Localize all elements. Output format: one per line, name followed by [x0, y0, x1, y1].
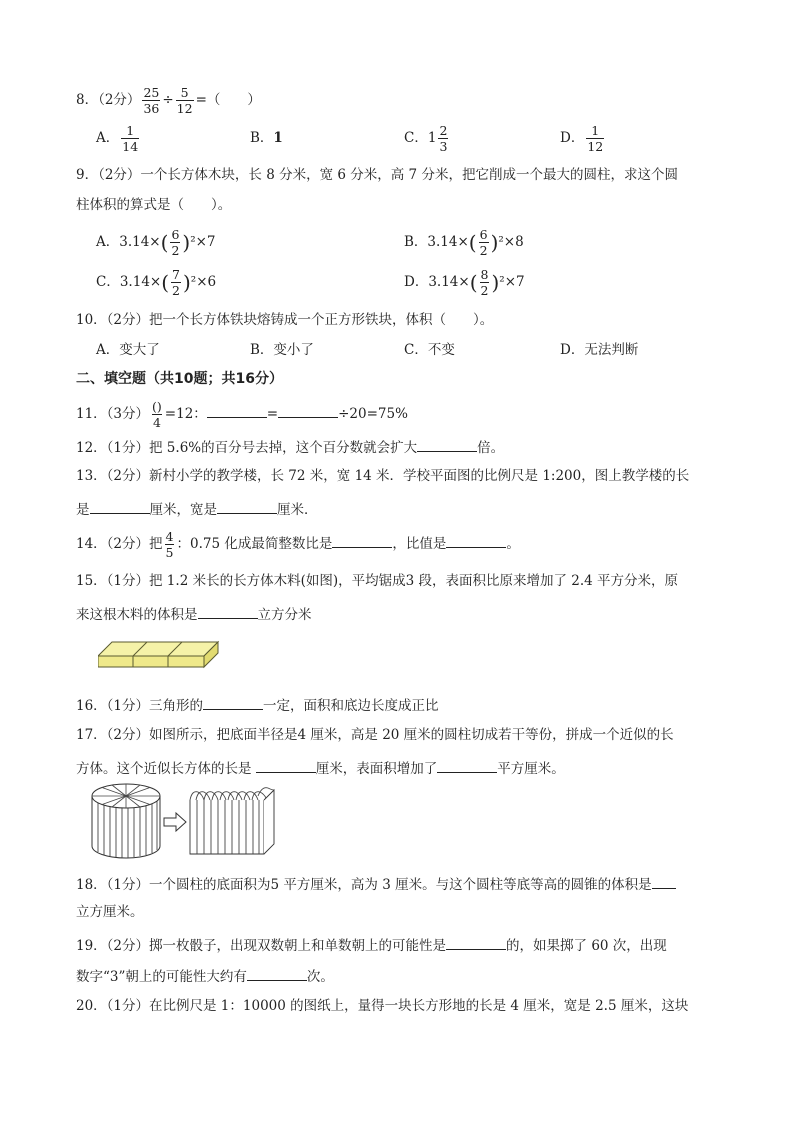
q13-blank-2[interactable]	[217, 501, 277, 514]
q8-operator: ÷	[162, 92, 174, 109]
q9-option-b: B．3.14×( $\frac{6}{2}$ )²×8	[404, 227, 524, 259]
q8-option-c: C．1 $\frac{2}{3}$	[404, 123, 448, 155]
q11-fraction: $\frac{()}{4}$	[152, 399, 162, 431]
q9-option-a: A．3.14×( $\frac{6}{2}$ )²×7	[96, 227, 216, 259]
q10-line: 10．（2分）把一个长方体铁块熔铸成一个正方形铁块，体积（ ）。	[76, 312, 494, 328]
q20-line-1: 20．（1分）在比例尺是 1：10000 的图纸上，量得一块长方形地的长是 4 厘米，宽是 2.5 厘米，这块	[76, 998, 689, 1014]
right-arrow-icon	[164, 813, 186, 831]
q11-blank-1[interactable]	[207, 405, 267, 418]
q11-line: 11．（3分） $\frac{()}{4}$ =12： = ÷20=75%	[76, 399, 408, 431]
q10-option-b: B．变小了	[250, 342, 314, 358]
q8-option-a: A． $\frac{1}{14}$	[96, 123, 139, 155]
q9-line-1: 9．（2分）一个长方体木块，长 8 分米，宽 6 分米，高 7 分米，把它削成一个最大的圆柱，求这个圆	[76, 167, 678, 183]
q10-option-c: C．不变	[404, 342, 455, 358]
q9-option-c: C．3.14×( $\frac{7}{2}$ )²×6	[96, 267, 217, 299]
q9-line-2: 柱体积的算式是（ ）。	[76, 197, 232, 213]
section-title-fill-in: 二、填空题（共10题；共16分）	[76, 371, 283, 387]
q14-blank-2[interactable]	[446, 535, 506, 548]
q18-blank[interactable]	[652, 876, 676, 889]
q15-line-2: 来这根木料的体积是 立方分米	[76, 607, 312, 623]
q18-line-2: 立方厘米。	[76, 904, 144, 920]
q12-line: 12．（1分）把 5.6%的百分号去掉，这个百分数就会扩大 倍。	[76, 440, 505, 456]
q19-blank-2[interactable]	[247, 968, 307, 981]
q17-line-2: 方体。这个近似长方体的长是 厘米，表面积增加了 平方厘米。	[76, 761, 565, 777]
q14-line: 14．（2分）把 $\frac{4}{5}$ ：0.75 化成最简整数比是 ，比值是 。	[76, 529, 520, 561]
q17-line-1: 17．（2分）如图所示，把底面半径是4 厘米，高是 20 厘米的圆柱切成若干等份，拼成一个近似的长	[76, 727, 674, 743]
q11-blank-2[interactable]	[278, 405, 338, 418]
q12-blank[interactable]	[417, 439, 477, 452]
q19-line-1: 19．（2分）掷一枚骰子，出现双数朝上和单数朝上的可能性是 的，如果掷了 60 次，出现	[76, 938, 667, 954]
q18-line-1: 18．（1分）一个圆柱的底面积为5 平方厘米，高为 3 厘米。与这个圆柱等底等高的圆锥的体积是	[76, 876, 676, 893]
q10-option-a: A．变大了	[96, 342, 160, 358]
q16-line: 16．（1分）三角形的 一定，面积和底边长度成正比	[76, 698, 439, 714]
q17-blank-2[interactable]	[437, 760, 497, 773]
q8-option-d: D． $\frac{1}{12}$	[560, 123, 604, 155]
q8-fraction-1: $\frac{25}{36}$	[143, 85, 160, 117]
q14-blank-1[interactable]	[332, 535, 392, 548]
q15-line-1: 15．（1分）把 1.2 米长的长方体木料(如图)，平均锯成3 段，表面积比原来增加了 2.4 平方分米，原	[76, 573, 679, 589]
q8-tail: =（ ）	[195, 92, 261, 109]
wood-board-figure	[98, 640, 222, 670]
q13-blank-1[interactable]	[90, 501, 150, 514]
q14-fraction: $\frac{4}{5}$	[165, 529, 174, 561]
q8-line	[76, 86, 261, 115]
q10-option-d: D．无法判断	[560, 342, 639, 358]
q9-option-d: D．3.14×( $\frac{8}{2}$ )²×7	[404, 267, 525, 299]
q8-fraction-2: $\frac{5}{12}$	[176, 85, 193, 117]
q19-line-2: 数字“3”朝上的可能性大约有 次。	[76, 969, 334, 985]
q13-line-1: 13．（2分）新村小学的教学楼，长 72 米，宽 14 米．学校平面图的比例尺是 1:200，图上教学楼的长	[76, 468, 690, 484]
q15-blank[interactable]	[198, 606, 258, 619]
q8-option-b: B．1	[250, 130, 283, 146]
cylinder-to-cuboid-figure	[88, 782, 278, 862]
q17-blank-1[interactable]	[256, 760, 316, 773]
q8-prefix: 8．（2分）	[76, 92, 141, 109]
q19-blank-1[interactable]	[446, 937, 506, 950]
q13-line-2: 是 厘米，宽是 厘米．	[76, 502, 318, 518]
q16-blank[interactable]	[203, 697, 263, 710]
